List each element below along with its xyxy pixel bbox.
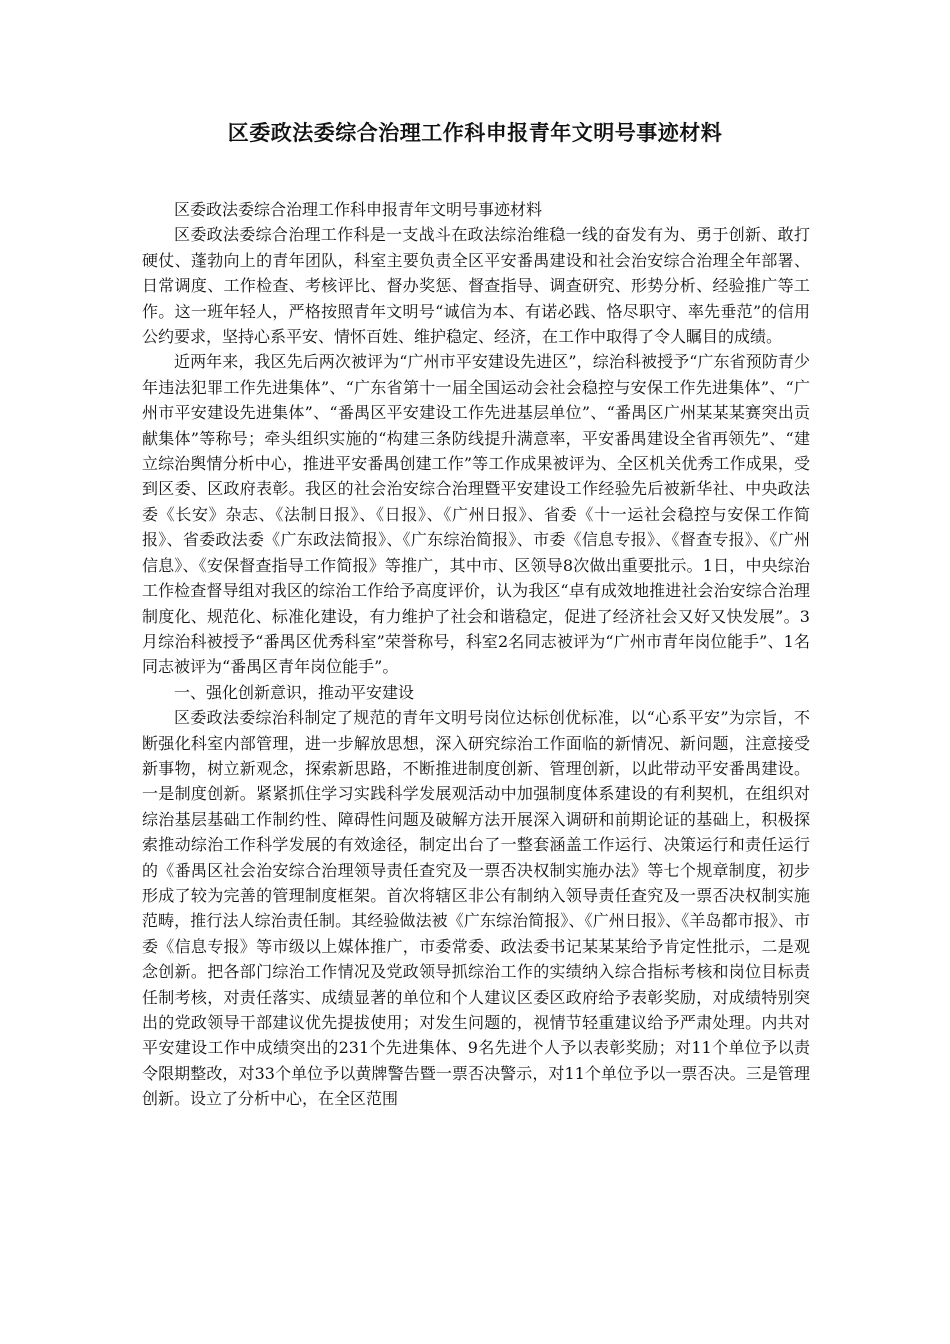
document-body: [142, 197, 810, 1112]
section-heading: 一、强化创新意识，推动平安建设: [174, 682, 415, 702]
paragraph-achievements: 近两年来，我区先后两次被评为“广州市平安建设先进区”，综治科被授予“广东省预防青少年违法犯罪工作先进集体”、“广东省第十一届全国运动会社会稳控与安保工作先进集体”、“广州市平安建设先进集体”、“番禺区平安建设工作先进基层单位”、“番禺区广州某某某赛突出贡献集体”等称号；牵头组织实施的“构建三条防线提升满意率，平安番禺建设全省再领先”、“建立综治舆情分析中心，推进平安番禺创建工作”等工作成果被评为、全区机关优秀工作成果，受到区委、区政府表彰。我区的社会治安综合治理暨平安建设工作经验先后被新华社、中央政法委《长安》杂志、《法制日报》、《日报》、《广州日报》、省委《十一运社会稳控与安保工作简报》、省委政法委《广东政法简报》、《广东综治简报》、市委《信息专报》、《督查专报》、《广州信息》、《安保督查指导工作简报》等推广，其中市、区领导8次做出重要批示。1日，中央综治工作检查督导组对我区的综治工作给予高度评价，认为我区“卓有成效地推进社会治安综合治理制度化、规范化、标准化建设，有力维护了社会和谐稳定，促进了经济社会又好又快发展”。3月综治科被授予“番禺区优秀科室”荣誉称号，科室2名同志被评为“广州市青年岗位能手”、1名同志被评为“番禺区青年岗位能手”。: [142, 352, 810, 677]
page-title: 区委政法委综合治理工作科申报青年文明号事迹材料: [227, 121, 723, 145]
paragraph-innovation: 区委政法委综治科制定了规范的青年文明号岗位达标创优标准，以“心系平安”为宗旨，不断强化科室内部管理，进一步解放思想，深入研究综治工作面临的新情况、新问题，注意接受新事物，树立新观念，探索新思路，不断推进制度创新、管理创新，以此带动平安番禺建设。一是制度创新。紧紧抓住学习实践科学发展观活动中加强制度体系建设的有利契机，在组织对综治基层基础工作制约性、障碍性问题及破解方法开展深入调研和前期论证的基础上，积极探索推动综治工作科学发展的有效途径，制定出台了一整套涵盖工作运行、决策运行和责任运行的《番禺区社会治安综合治理领导责任查究及一票否决权制实施办法》等七个规章制度，初步形成了较为完善的管理制度框架。首次将辖区非公有制纳入领导责任查究及一票否决权制实施范畴，推行法人综治责任制。其经验做法被《广东综治简报》、《广州日报》、《羊岛都市报》、市委《信息专报》等市级以上媒体推广，市委常委、政法委书记某某某给予肯定性批示，二是观念创新。把各部门综治工作情况及党政领导抓综治工作的实绩纳入综合指标考核和岗位目标责任制考核，对责任落实、成绩显著的单位和个人建议区委区政府给予表彰奖励，对成绩特别突出的党政领导干部建议优先提拔使用；对发生问题的，视情节轻重建议给予严肃处理。内共对平安建设工作中成绩突出的231个先进集体、9名先进个人予以表彰奖励；对11个单位予以责令限期整改，对33个单位予以黄牌警告暨一票否决警示，对11个单位予以一票否决。三是管理创新。设立了分析中心，在全区范围: [142, 708, 810, 1109]
paragraph-subtitle: 区委政法委综合治理工作科申报青年文明号事迹材料: [174, 200, 543, 219]
paragraph-intro: 区委政法委综合治理工作科是一支战斗在政法综治维稳一线的奋发有为、勇于创新、敢打硬仗、蓬勃向上的青年团队，科室主要负责全区平安番禺建设和社会治安综合治理全年部署、日常调度、工作检查、考核评比、督办奖惩、督查指导、调查研究、形势分析、经验推广等工作。这一班年轻人，严格按照青年文明号“诚信为本、有诺必践、恪尽职守、率先垂范”的信用公约要求，坚持心系平安、情怀百姓、维护稳定、经济，在工作中取得了令人瞩目的成绩。: [142, 225, 810, 347]
